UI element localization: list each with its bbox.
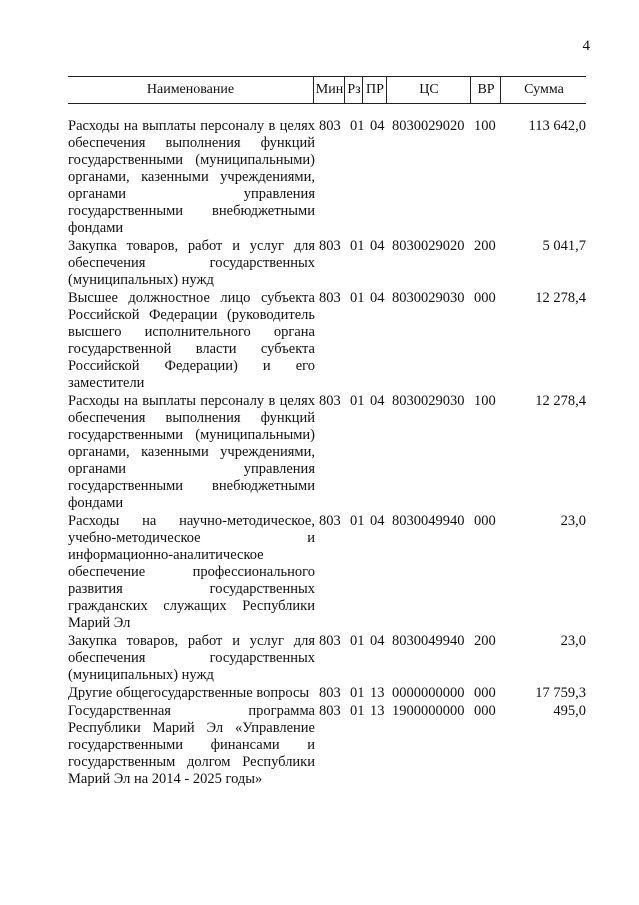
table-row xyxy=(68,703,586,788)
table-row xyxy=(68,513,586,632)
row-pr: 04 xyxy=(370,633,385,649)
row-name: Расходы на выплаты персоналу в целях обеспечения выполнения функций государственными (муниципальными) органами, казенными учреждениями, органами управления государственными внебюджетными фондами xyxy=(68,393,315,511)
row-min: 803 xyxy=(319,393,341,409)
row-min: 803 xyxy=(319,238,341,254)
row-sum: 12 278,4 xyxy=(535,393,586,409)
row-rz: 01 xyxy=(350,238,365,254)
row-sum: 495,0 xyxy=(553,703,586,719)
row-min: 803 xyxy=(319,633,341,649)
row-rz: 01 xyxy=(350,513,365,529)
row-sum: 12 278,4 xyxy=(535,290,586,306)
row-pr: 13 xyxy=(370,703,385,719)
table-row xyxy=(68,290,586,392)
table-row xyxy=(68,685,586,702)
row-cs: 8030049940 xyxy=(392,513,465,529)
row-pr: 04 xyxy=(370,290,385,306)
row-name: Закупка товаров, работ и услуг для обеспечения государственных (муниципальных) нужд xyxy=(68,633,315,683)
row-vr: 200 xyxy=(474,633,496,649)
row-rz: 01 xyxy=(350,118,365,134)
budget-table-body xyxy=(68,118,586,788)
header-cs: ЦС xyxy=(386,77,471,103)
row-min: 803 xyxy=(319,290,341,306)
row-sum: 23,0 xyxy=(560,633,586,649)
row-cs: 8030049940 xyxy=(392,633,465,649)
row-vr: 000 xyxy=(474,513,496,529)
row-sum: 5 041,7 xyxy=(542,238,586,254)
header-sum: Сумма xyxy=(500,77,587,103)
page-number: 4 xyxy=(582,38,590,54)
row-min: 803 xyxy=(319,513,341,529)
row-cs: 8030029020 xyxy=(392,238,465,254)
row-vr: 100 xyxy=(474,118,496,134)
row-vr: 200 xyxy=(474,238,496,254)
row-cs: 8030029030 xyxy=(392,393,465,409)
row-pr: 04 xyxy=(370,118,385,134)
row-rz: 01 xyxy=(350,685,365,701)
row-name: Высшее должностное лицо субъекта Российской Федерации (руководитель высшего исполнительного органа государственной власти субъекта Российской Федерации) и его заместители xyxy=(68,290,315,391)
table-row xyxy=(68,238,586,289)
row-vr: 000 xyxy=(474,290,496,306)
table-row xyxy=(68,118,586,237)
header-rz: Рз xyxy=(344,77,363,103)
table-row xyxy=(68,393,586,512)
row-pr: 04 xyxy=(370,513,385,529)
row-name: Расходы на научно-методическое, учебно-методическое и информационно-аналитическое обеспечение профессионального развития государственных гражданских служащих Республики Марий Эл xyxy=(68,513,315,631)
row-rz: 01 xyxy=(350,393,365,409)
row-cs: 8030029020 xyxy=(392,118,465,134)
row-vr: 100 xyxy=(474,393,496,409)
table-row xyxy=(68,633,586,684)
header-min: Мин xyxy=(313,77,345,103)
header-name: Наименование xyxy=(146,82,235,97)
table-header xyxy=(68,76,586,104)
row-rz: 01 xyxy=(350,703,365,719)
row-rz: 01 xyxy=(350,290,365,306)
row-name: Расходы на выплаты персоналу в целях обеспечения выполнения функций государственными (муниципальными) органами, казенными учреждениями, органами управления государственными внебюджетными фондами xyxy=(68,118,315,236)
row-name: Другие общегосударственные вопросы xyxy=(68,685,310,701)
row-min: 803 xyxy=(319,118,341,134)
header-vr: ВР xyxy=(470,77,501,103)
row-sum: 17 759,3 xyxy=(535,685,586,701)
row-cs: 0000000000 xyxy=(392,685,465,701)
row-pr: 04 xyxy=(370,238,385,254)
row-cs: 1900000000 xyxy=(392,703,465,719)
row-vr: 000 xyxy=(474,703,496,719)
row-sum: 23,0 xyxy=(560,513,586,529)
row-pr: 04 xyxy=(370,393,385,409)
row-sum: 113 642,0 xyxy=(528,118,586,134)
row-cs: 8030029030 xyxy=(392,290,465,306)
row-name: Государственная программа Республики Марий Эл «Управление государственными финансами и государственным долгом Республики Марий Эл на 2014 - 2025 годы» xyxy=(68,703,315,787)
row-min: 803 xyxy=(319,703,341,719)
row-name: Закупка товаров, работ и услуг для обеспечения государственных (муниципальных) нужд xyxy=(68,238,315,288)
row-vr: 000 xyxy=(474,685,496,701)
row-rz: 01 xyxy=(350,633,365,649)
header-pr: ПР xyxy=(362,77,387,103)
row-pr: 13 xyxy=(370,685,385,701)
row-min: 803 xyxy=(319,685,341,701)
